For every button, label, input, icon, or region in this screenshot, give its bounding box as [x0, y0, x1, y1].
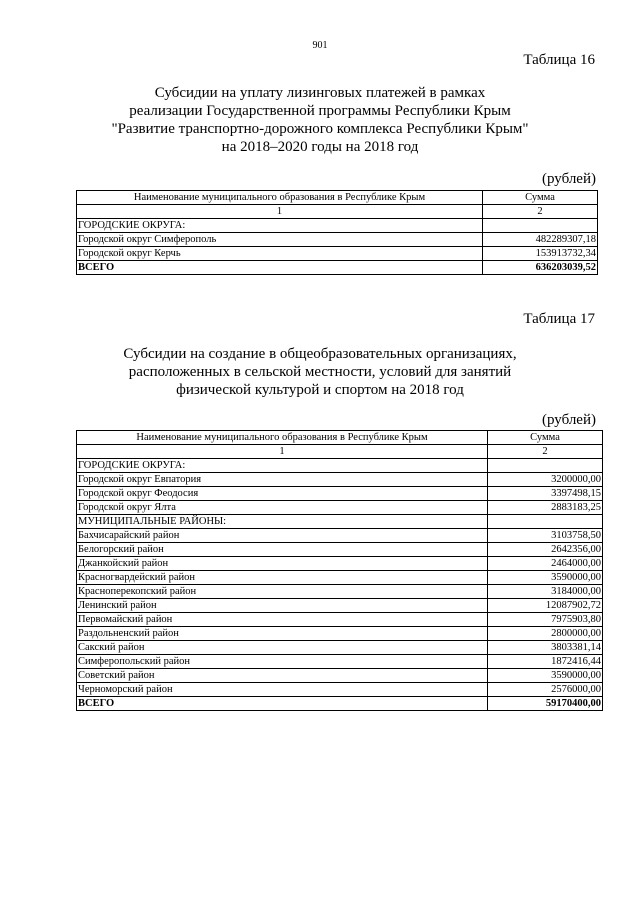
row-value: 2642356,00: [488, 543, 603, 557]
total-value: 636203039,52: [483, 261, 598, 275]
row-value: 2883183,25: [488, 501, 603, 515]
row-value: 482289307,18: [483, 233, 598, 247]
title-line: Субсидии на создание в общеобразовательных организациях,: [123, 346, 517, 362]
row-name: Джанкойский район: [77, 557, 488, 571]
table-17-unit: (рублей): [541, 412, 596, 428]
row-name: Советский район: [77, 669, 488, 683]
column-number-row: [77, 445, 603, 459]
row-value: [483, 219, 598, 233]
total-row: [77, 261, 598, 275]
title-line: расположенных в сельской местности, условий для занятий: [128, 364, 512, 380]
row-value: 2800000,00: [488, 627, 603, 641]
table-row: [77, 233, 598, 247]
table-row: [77, 585, 603, 599]
table-17-title: [60, 345, 580, 399]
row-value: 2576000,00: [488, 683, 603, 697]
row-name: ГОРОДСКИЕ ОКРУГА:: [77, 219, 483, 233]
row-value: [488, 459, 603, 473]
header-name: Наименование муниципального образования в Республике Крым: [77, 191, 483, 205]
header-sum: Сумма: [488, 431, 603, 445]
row-name: Черноморский район: [77, 683, 488, 697]
table-16-unit: (рублей): [541, 171, 596, 187]
table-row: [77, 543, 603, 557]
table-17-label: Таблица 17: [523, 311, 595, 327]
row-value: 7975903,80: [488, 613, 603, 627]
table-row: [77, 515, 603, 529]
table-row: [77, 557, 603, 571]
row-value: 3200000,00: [488, 473, 603, 487]
row-name: Городской округ Симферополь: [77, 233, 483, 247]
title-line: на 2018–2020 годы на 2018 год: [221, 139, 419, 155]
column-number: 2: [483, 205, 598, 219]
table-row: [77, 529, 603, 543]
row-value: 3184000,00: [488, 585, 603, 599]
row-name: Белогорский район: [77, 543, 488, 557]
table-row: [77, 669, 603, 683]
row-value: 1872416,44: [488, 655, 603, 669]
total-name: ВСЕГО: [77, 261, 483, 275]
row-name: Сакский район: [77, 641, 488, 655]
header-name: Наименование муниципального образования в Республике Крым: [77, 431, 488, 445]
table-row: [77, 501, 603, 515]
table-row: [77, 599, 603, 613]
column-number: 1: [77, 205, 483, 219]
table-row: [77, 613, 603, 627]
header-row: [77, 191, 598, 205]
row-value: 3590000,00: [488, 571, 603, 585]
row-name: МУНИЦИПАЛЬНЫЕ РАЙОНЫ:: [77, 515, 488, 529]
table-16-label: Таблица 16: [523, 52, 595, 68]
total-name: ВСЕГО: [77, 697, 488, 711]
table-row: [77, 247, 598, 261]
header-row: [77, 431, 603, 445]
table-16: [76, 190, 598, 275]
column-number: 1: [77, 445, 488, 459]
page-number: 901: [312, 40, 328, 51]
row-value: 153913732,34: [483, 247, 598, 261]
table-row: [77, 683, 603, 697]
row-name: ГОРОДСКИЕ ОКРУГА:: [77, 459, 488, 473]
row-value: 12087902,72: [488, 599, 603, 613]
total-value: 59170400,00: [488, 697, 603, 711]
row-value: 3803381,14: [488, 641, 603, 655]
title-line: "Развитие транспортно-дорожного комплекса Республики Крым": [111, 121, 529, 137]
row-name: Красноперекопский район: [77, 585, 488, 599]
table-16-title: [60, 84, 580, 156]
table-row: [77, 487, 603, 501]
row-name: Красногвардейский район: [77, 571, 488, 585]
table-17: [76, 430, 603, 711]
row-name: Раздольненский район: [77, 627, 488, 641]
row-name: Городской округ Евпатория: [77, 473, 488, 487]
column-number: 2: [488, 445, 603, 459]
column-number-row: [77, 205, 598, 219]
row-value: 3103758,50: [488, 529, 603, 543]
title-line: физической культурой и спортом на 2018 год: [176, 382, 464, 398]
row-name: Симферопольский район: [77, 655, 488, 669]
table-row: [77, 459, 603, 473]
table-row: [77, 641, 603, 655]
header-sum: Сумма: [483, 191, 598, 205]
table-row: [77, 571, 603, 585]
total-row: [77, 697, 603, 711]
title-line: реализации Государственной программы Республики Крым: [129, 103, 511, 119]
table-row: [77, 473, 603, 487]
table-row: [77, 219, 598, 233]
row-value: 3590000,00: [488, 669, 603, 683]
row-value: 2464000,00: [488, 557, 603, 571]
row-name: Бахчисарайский район: [77, 529, 488, 543]
row-name: Первомайский район: [77, 613, 488, 627]
row-name: Городской округ Керчь: [77, 247, 483, 261]
row-name: Городской округ Феодосия: [77, 487, 488, 501]
title-line: Субсидии на уплату лизинговых платежей в рамках: [154, 85, 486, 101]
table-row: [77, 627, 603, 641]
row-name: Городской округ Ялта: [77, 501, 488, 515]
row-value: [488, 515, 603, 529]
row-value: 3397498,15: [488, 487, 603, 501]
table-row: [77, 655, 603, 669]
row-name: Ленинский район: [77, 599, 488, 613]
